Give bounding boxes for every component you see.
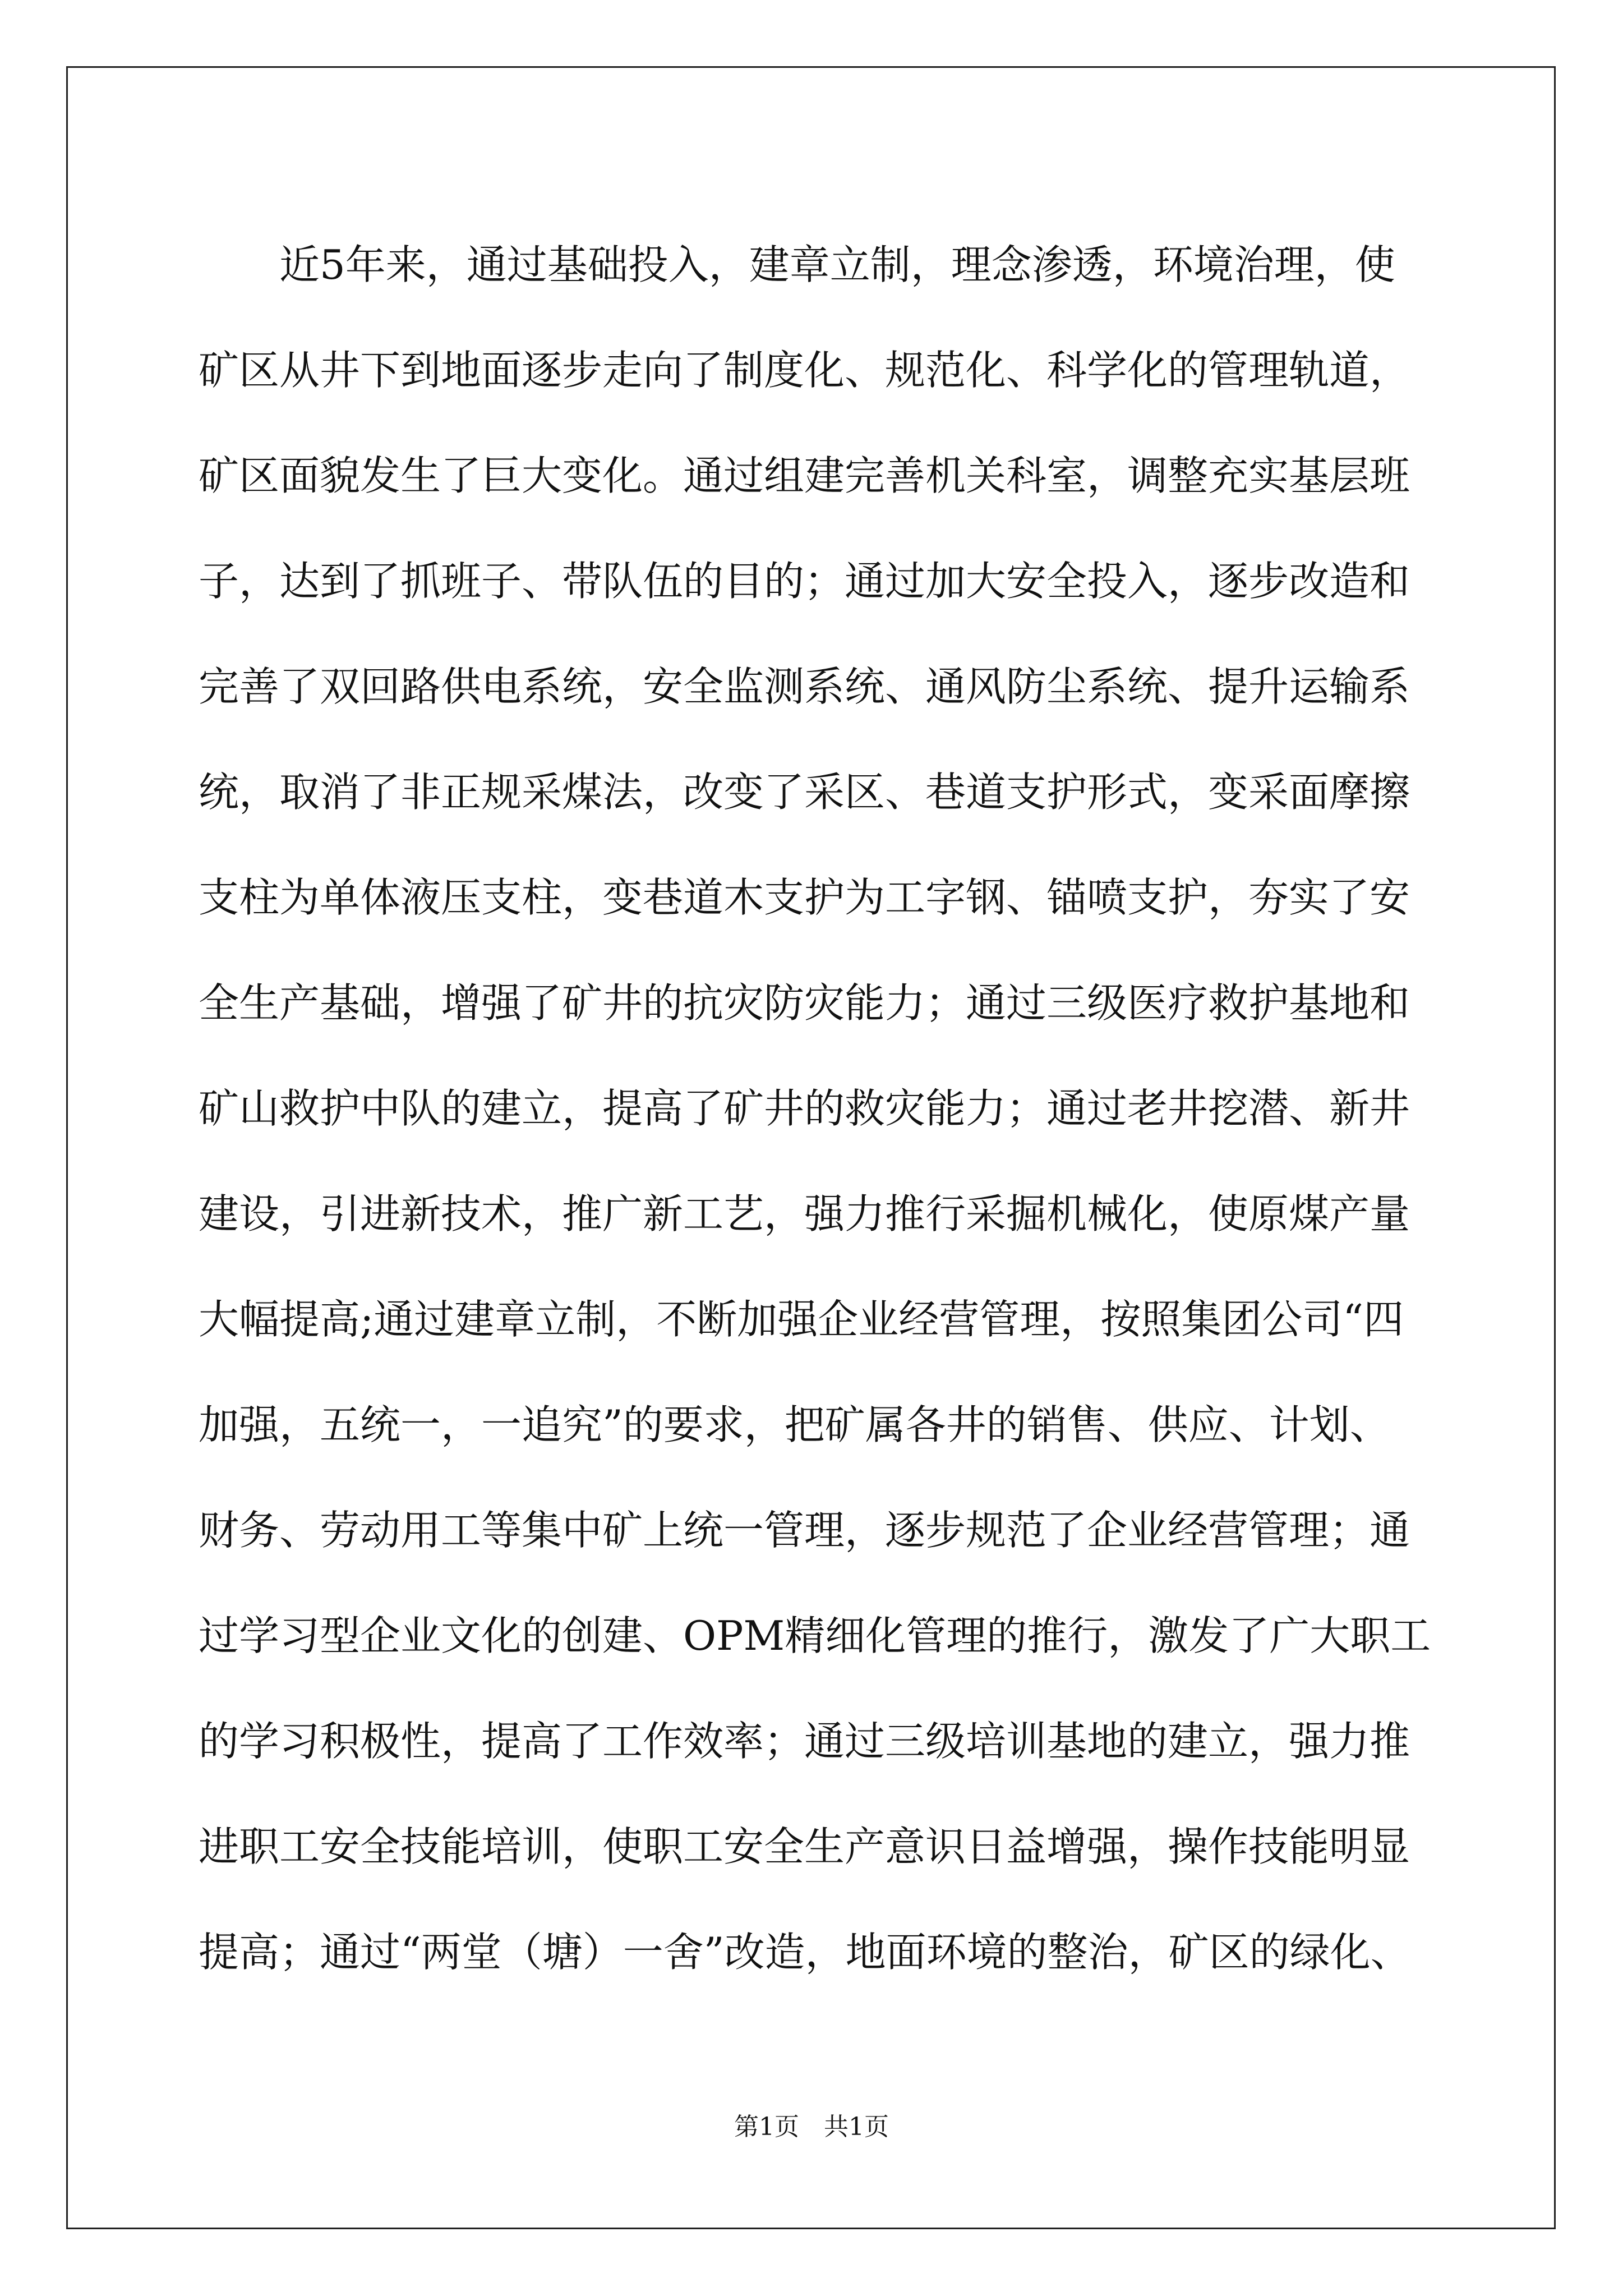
text-line: 建设，引进新技术，推广新工艺，强力推行采掘机械化，使原煤产量	[199, 1190, 1410, 1237]
text-line: 加强，五统一，一追究”的要求，把矿属各井的销售、供应、计划、	[199, 1401, 1390, 1448]
text-line: 的学习积极性，提高了工作效率；通过三级培训基地的建立，强力推	[199, 1718, 1410, 1765]
text-line: 子，达到了抓班子、带队伍的目的；通过加大安全投入，逐步改造和	[199, 558, 1410, 605]
text-line: 矿山救护中队的建立，提高了矿井的救灾能力；通过老井挖潜、新井	[199, 1085, 1410, 1132]
page-number-footer: 第1页 共1页	[734, 2113, 889, 2141]
text-line: 全生产基础，增强了矿井的抗灾防灾能力；通过三级医疗救护基地和	[199, 979, 1410, 1027]
text-line: 矿区从井下到地面逐步走向了制度化、规范化、科学化的管理轨道，	[199, 347, 1410, 394]
document-body	[199, 212, 1435, 2005]
text-line: 过学习型企业文化的创建、OPM精细化管理的推行，激发了广大职工	[199, 1612, 1431, 1659]
text-line: 进职工安全技能培训，使职工安全生产意识日益增强，操作技能明显	[199, 1823, 1410, 1870]
text-line: 统，取消了非正规采煤法，改变了采区、巷道支护形式，变采面摩擦	[199, 769, 1410, 816]
text-line: 完善了双回路供电系统，安全监测系统、通风防尘系统、提升运输系	[199, 663, 1410, 710]
text-line: 近5年来，通过基础投入，建章立制，理念渗透，环境治理，使	[199, 241, 1395, 288]
text-line: 矿区面貌发生了巨大变化。通过组建完善机关科室，调整充实基层班	[199, 452, 1410, 499]
text-line: 大幅提高;通过建章立制，不断加强企业经营管理，按照集团公司“四	[199, 1296, 1404, 1343]
text-line: 支柱为单体液压支柱，变巷道木支护为工字钢、锚喷支护，夯实了安	[199, 874, 1410, 921]
text-line: 财务、劳动用工等集中矿上统一管理，逐步规范了企业经营管理；通	[199, 1507, 1410, 1554]
text-line: 提高；通过“两堂（塘）一舍”改造，地面环境的整治，矿区的绿化、	[199, 1929, 1411, 1976]
